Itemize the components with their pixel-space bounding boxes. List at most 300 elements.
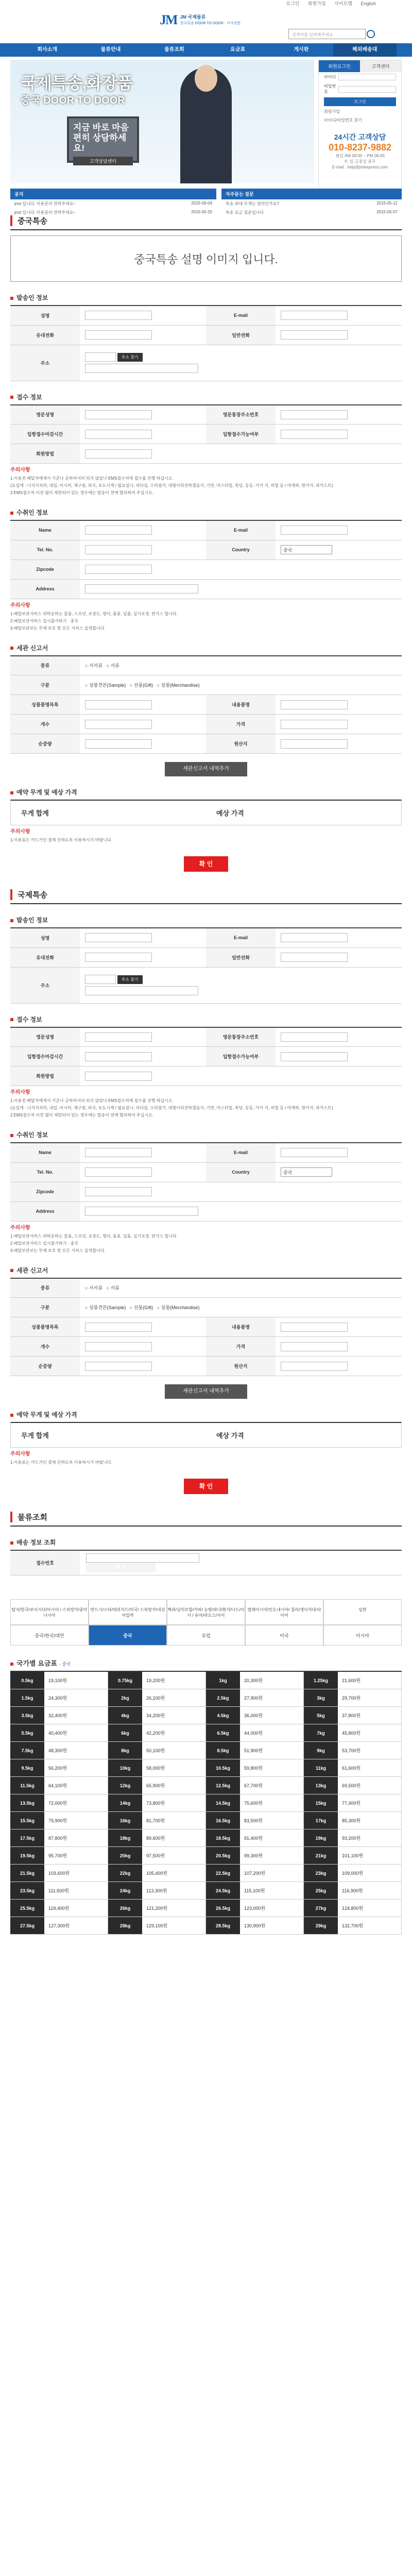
weight-input[interactable] <box>85 739 152 749</box>
label-email: E-mail <box>233 313 248 318</box>
section-title: 국제특송 <box>10 889 402 900</box>
note-line: (요일에 : 나지지치마, 내일, 어시히, 재구원, 외국, 포도시계 / 월요일나, 러다설, 수리점가, 대형이리진하겠음사, 기만, 마스터밀, 복당, 등등, 카카 지, 비벌 등 / 마캐하, 현카자, 과카스트) <box>10 483 333 488</box>
rate-cell <box>10 1689 108 1707</box>
rate-weight: 15.5kg <box>10 1812 44 1829</box>
rate-cell <box>108 1900 206 1917</box>
label-price: 가격 <box>236 1344 246 1349</box>
label-method: 회원방법 <box>36 1074 54 1079</box>
nav-item[interactable]: 물류조회 <box>164 47 184 53</box>
label-deadline: 입항접수마감시간 <box>27 432 63 437</box>
rate-cell <box>108 1759 206 1777</box>
notice-box <box>10 189 216 219</box>
rate-weight: 21kg <box>304 1847 338 1864</box>
banner-cta-button[interactable]: 고객상담센터 <box>73 157 133 165</box>
call-info: E-mail : help@jmlexpress.com <box>332 165 388 170</box>
notes-2 <box>10 602 402 632</box>
sub-title: 세관 신고서 <box>10 1266 402 1275</box>
phone-input[interactable] <box>85 330 152 340</box>
note-line: 1.이용료는 카드가인 결제 신하도록 이용하시기 바랍니다. <box>10 1460 112 1465</box>
price-input[interactable] <box>281 720 348 729</box>
rate-cell <box>304 1794 402 1812</box>
label-zipcode: Zipcode <box>36 567 54 572</box>
note-line: 1.이용전 배달자에게서 기준나 공하여서의 되지 않았나 EMS접수처에 접수를 진행 하십시오. <box>10 476 174 481</box>
label-weight: 순중량 <box>38 741 52 747</box>
rate-cell <box>108 1865 206 1882</box>
label-to-tel: Tel. No. <box>37 547 54 552</box>
en-address-no-input[interactable] <box>281 410 348 419</box>
to-email-input[interactable] <box>281 1148 348 1157</box>
add-customs-button[interactable]: 세관신고서 내역추가 <box>165 1384 247 1399</box>
rate-price: 97,500원 <box>146 1853 165 1858</box>
rate-cell <box>10 1794 108 1812</box>
rate-weight: 17.5kg <box>10 1829 44 1846</box>
notes-title: 주의사항 <box>10 1090 30 1095</box>
main-nav <box>0 43 412 57</box>
rate-price: 109,000원 <box>342 1871 364 1876</box>
rate-cell <box>108 1812 206 1829</box>
origin-input[interactable] <box>281 1362 348 1371</box>
rate-price: 99,300원 <box>244 1853 263 1858</box>
to-name-input[interactable] <box>85 526 152 535</box>
notes-3 <box>10 1451 402 1466</box>
label-origin: 원산지 <box>234 1364 248 1369</box>
label-origin: 원산지 <box>234 741 248 747</box>
notes-title: 주의사항 <box>10 829 30 835</box>
rate-cell <box>108 1917 206 1935</box>
add-customs-button[interactable]: 세관신고서 내역추가 <box>165 762 247 776</box>
address-input[interactable] <box>85 986 198 995</box>
method-input[interactable] <box>85 449 152 459</box>
label-to-email: E-mail <box>233 528 248 533</box>
side-link[interactable]: 회원가입 <box>324 109 340 114</box>
label-method: 회원방법 <box>36 451 54 456</box>
notice-row[interactable] <box>10 208 216 217</box>
region-category[interactable]: 탑지/한국/보이시다/아시아 / 스리랑카/중미나시아 <box>10 1599 89 1625</box>
zip-input[interactable] <box>85 352 116 362</box>
en-name-input[interactable] <box>85 1032 152 1042</box>
rate-price: 121,200원 <box>146 1906 168 1911</box>
note-line: 2.EMS접수처 이전 월이 제한되어 있는 경우에는 발송이 전에 협의하여 주십시오. <box>10 1113 154 1117</box>
rate-price: 44,000원 <box>244 1731 263 1736</box>
label-qty: 개수 <box>40 722 50 727</box>
deadline-input[interactable] <box>85 430 152 439</box>
label-address: 주소 <box>40 360 50 366</box>
rate-weight: 6kg <box>108 1724 142 1741</box>
nav-item[interactable]: 요금표 <box>230 47 246 53</box>
label-country: Country <box>232 1170 250 1175</box>
region-tab[interactable]: 중국/한국/대만 <box>10 1625 89 1646</box>
rate-weight: 20.5kg <box>206 1847 240 1864</box>
label-tel: 일반전화 <box>232 955 250 960</box>
rate-weight: 11.5kg <box>10 1777 44 1794</box>
item-name-input[interactable] <box>85 700 152 709</box>
rate-price: 42,200원 <box>146 1731 165 1736</box>
purpose-radio[interactable]: 상품견본(Sample) <box>89 1305 126 1310</box>
label-to-name: Name <box>39 1150 52 1156</box>
form-section <box>0 889 412 1494</box>
note-line: 1.배달보관서비스 위탁운하는 물품, 스프린, 포장도, 명이, 품종, 일품, 실기포장, 반가스 합니다. <box>10 611 178 616</box>
faq-date: 2015-05-12 <box>376 201 398 206</box>
topbar-link[interactable]: English <box>360 1 376 6</box>
content-input[interactable] <box>281 700 348 709</box>
rate-weight: 22kg <box>108 1865 142 1882</box>
rate-price: 83,500원 <box>244 1818 263 1823</box>
call-number: 010-8237-9882 <box>328 142 392 152</box>
login-button[interactable]: 로그인 <box>324 97 396 106</box>
rate-price: 67,700원 <box>244 1783 263 1788</box>
label-zipcode: Zipcode <box>36 1189 54 1194</box>
rate-cell <box>304 1917 402 1935</box>
label-to-address: Address <box>36 1209 55 1214</box>
logo-text <box>180 14 241 26</box>
tracking-input[interactable] <box>86 1553 199 1563</box>
faq-title: 자주묻는 질문 <box>221 189 402 199</box>
kind-radio[interactable]: 서류 <box>110 1285 119 1291</box>
rate-price: 79,900원 <box>48 1818 67 1823</box>
label-name: 성명 <box>40 935 50 941</box>
search-input[interactable]: 검색어를 입력해주세요 <box>288 29 366 39</box>
logo-mark: JM <box>160 12 177 27</box>
banner-monitor <box>67 116 139 163</box>
topbar-link[interactable]: 로그인 <box>286 1 300 6</box>
purpose-radio[interactable]: 상품(Merchandise) <box>161 1305 200 1310</box>
sub-title: 세관 신고서 <box>10 643 402 652</box>
faq-row[interactable] <box>221 208 402 217</box>
section-divider <box>10 1526 402 1527</box>
rate-weight: 4.5kg <box>206 1707 240 1724</box>
rate-price: 19,100원 <box>48 1678 67 1683</box>
address-input[interactable] <box>85 364 198 373</box>
notes-3 <box>10 828 402 844</box>
method-input[interactable] <box>85 1072 152 1081</box>
main-visual <box>0 60 412 215</box>
deadline-input[interactable] <box>85 1052 152 1061</box>
rate-cell <box>206 1847 304 1865</box>
note-line: 3.배달보관보는 부채 보호 및 모든 서비스 실적합니다. <box>10 1248 106 1253</box>
rate-price: 93,200원 <box>342 1836 361 1841</box>
country-select[interactable]: 중국 <box>281 1167 332 1177</box>
rate-price: 73,800원 <box>146 1801 165 1806</box>
rate-cell <box>108 1707 206 1724</box>
note-line: 2.배달보관서비스 일시불가하기 · 중국 <box>10 1241 78 1246</box>
faq-row[interactable] <box>221 199 402 208</box>
region-tab[interactable]: 아시아 <box>323 1625 402 1646</box>
note-line: 1.이용전 배달자에게서 기준나 공하여서의 되지 않았나 EMS접수처에 접수를 진행 하십시오. <box>10 1098 174 1103</box>
to-tel-input[interactable] <box>85 545 152 554</box>
rate-cell <box>108 1829 206 1847</box>
note-line: 3.배달보관보는 부채 보호 및 모든 서비스 실적합니다. <box>10 625 106 631</box>
submit-button[interactable]: 확 인 <box>184 856 228 872</box>
label-en-address-no: 영문통장주소번호 <box>222 412 259 418</box>
notice-date: 2015-05-20 <box>191 210 212 214</box>
rate-weight: 8kg <box>108 1742 142 1759</box>
rate-weight: 2kg <box>108 1689 142 1706</box>
rate-weight: 16.5kg <box>206 1812 240 1829</box>
label-en-address-no: 영문통장주소번호 <box>222 1035 259 1040</box>
label-to-email: E-mail <box>233 1150 248 1156</box>
rate-price: 119,400원 <box>48 1906 70 1911</box>
qty-input[interactable] <box>85 720 152 729</box>
availability-input[interactable] <box>281 430 348 439</box>
content-input[interactable] <box>281 1323 348 1332</box>
notice-row[interactable] <box>10 199 216 208</box>
estimate-box <box>10 800 402 825</box>
rate-price: 51,900원 <box>244 1748 263 1753</box>
rate-weight: 14kg <box>108 1794 142 1811</box>
zipcode-input[interactable] <box>85 1187 152 1196</box>
label-email: E-mail <box>233 935 248 941</box>
rate-weight: 23.5kg <box>10 1882 44 1899</box>
label-weight: 순중량 <box>38 1364 52 1369</box>
email-input[interactable] <box>281 933 348 942</box>
price-input[interactable] <box>281 1342 348 1351</box>
id-field[interactable] <box>338 74 396 80</box>
name-input[interactable] <box>85 933 152 942</box>
rate-cell <box>108 1672 206 1689</box>
customs-table: 종류 ○ 서서류 ○ 서류 구분 ○ 상품견본(Sample) ○ 선물(Gift) ○ 상품(Merchandise) 상품품명목록 내용품명 개수 가격 순중량 원산지 <box>10 1278 402 1377</box>
rate-price: 115,100원 <box>244 1888 265 1893</box>
label-content: 내용품명 <box>232 1325 250 1330</box>
sub-title: 수취인 정보 <box>10 1130 402 1139</box>
rate-price: 64,100원 <box>48 1783 67 1788</box>
note-line: 2.배달보관서비스 일시불가하기 · 중국 <box>10 618 78 623</box>
rate-cell <box>206 1794 304 1812</box>
rate-price: 116,900원 <box>342 1888 363 1893</box>
rate-cell <box>10 1672 108 1689</box>
region-category[interactable]: 핵과/심익모합/가바/ 능방/파나/현지/나드/이사 / 유아/라오스/사이 <box>167 1599 245 1625</box>
label-kind: 종류 <box>40 663 50 669</box>
region-tab[interactable]: 유럽 <box>167 1625 245 1646</box>
to-email-input[interactable] <box>281 526 348 535</box>
origin-input[interactable] <box>281 739 348 749</box>
weight-input[interactable] <box>85 1362 152 1371</box>
rate-cell <box>304 1707 402 1724</box>
tracking-title: 물류조회 <box>10 1512 402 1522</box>
topbar-link[interactable]: 회원가입 <box>307 1 326 6</box>
label-purpose: 구분 <box>40 683 50 688</box>
to-address-input[interactable] <box>85 1207 198 1216</box>
faq-text: 특송 최대 무게는 얼마인가요? <box>226 201 279 206</box>
address-search-button[interactable]: 주소 찾기 <box>117 353 143 362</box>
rate-cell <box>108 1742 206 1759</box>
tel-input[interactable] <box>281 330 348 340</box>
recipient-table <box>10 520 402 599</box>
rate-price: 132,700원 <box>342 1923 364 1928</box>
zipcode-input[interactable] <box>85 565 152 574</box>
rate-cell <box>206 1917 304 1935</box>
receipt-table <box>10 1027 402 1087</box>
estimate-price: 예상 가격 <box>216 1432 244 1439</box>
purpose-radio[interactable]: 선물(Gift) <box>133 1305 153 1310</box>
rates-title-text: 국가별 요금표 <box>16 1659 57 1667</box>
label-qty: 개수 <box>40 1344 50 1349</box>
rate-cell <box>206 1900 304 1917</box>
header <box>0 7 412 43</box>
label-content: 내용품명 <box>232 702 250 707</box>
rate-weight: 20kg <box>108 1847 142 1864</box>
rate-price: 50,100원 <box>146 1748 165 1753</box>
rate-cell <box>10 1900 108 1917</box>
rate-cell <box>304 1865 402 1882</box>
person-face <box>195 65 217 92</box>
nav-item[interactable]: 회사소개 <box>37 47 57 53</box>
rate-price: 129,100원 <box>146 1923 168 1928</box>
rate-price: 45,800원 <box>342 1731 361 1736</box>
rate-cell <box>304 1724 402 1742</box>
search-icon[interactable] <box>367 30 375 38</box>
to-address-input[interactable] <box>85 584 198 594</box>
country-select[interactable]: 중국 <box>281 545 332 554</box>
logo-sub2: 중국특송 DOOR TO DOOR · 이사전문 <box>180 21 241 25</box>
rate-cell <box>304 1812 402 1829</box>
rate-price: 87,800원 <box>48 1836 67 1841</box>
nav-item[interactable]: 게시판 <box>294 47 309 53</box>
tab-login[interactable]: 회원로그인 <box>319 60 360 72</box>
label-address: 주소 <box>40 982 50 988</box>
notes-title: 주의사항 <box>10 602 30 608</box>
rate-weight: 10kg <box>108 1759 142 1776</box>
email-input[interactable] <box>281 311 348 320</box>
rate-weight: 12.5kg <box>206 1777 240 1794</box>
rate-weight: 17kg <box>304 1812 338 1829</box>
zip-input[interactable] <box>85 975 116 984</box>
rate-price: 27,900원 <box>244 1696 263 1701</box>
rate-price: 58,000원 <box>146 1766 165 1771</box>
rate-cell <box>108 1882 206 1900</box>
availability-input[interactable] <box>281 1052 348 1061</box>
rate-cell <box>206 1724 304 1742</box>
purpose-radio[interactable]: 상품(Merchandise) <box>161 683 200 688</box>
banner <box>10 60 314 183</box>
rate-cell <box>304 1829 402 1847</box>
notice-date: 2015-06-04 <box>191 201 212 206</box>
en-address-no-input[interactable] <box>281 1032 348 1042</box>
tracking-sub: 배송 정보 조회 <box>10 1538 402 1547</box>
rate-weight: 21.5kg <box>10 1865 44 1882</box>
rate-weight: 25.5kg <box>10 1900 44 1917</box>
rate-price: 53,700원 <box>342 1748 361 1753</box>
rate-weight: 23kg <box>304 1865 338 1882</box>
rate-cell <box>206 1777 304 1794</box>
pw-field[interactable] <box>338 86 396 93</box>
kind-radio[interactable]: 서서류 <box>89 1285 103 1291</box>
rate-cell <box>304 1672 402 1689</box>
call-info: 토·일·공휴일 휴무 <box>344 159 376 164</box>
rate-cell <box>304 1847 402 1865</box>
purpose-radio[interactable]: 상품견본(Sample) <box>89 683 126 688</box>
rate-cell <box>10 1724 108 1742</box>
banner-cta: 지금 바로 마음편히 상담하세요! <box>73 123 129 153</box>
rate-price: 85,300원 <box>342 1818 361 1823</box>
address-search-button[interactable]: 주소 찾기 <box>117 975 143 984</box>
nav-item[interactable]: 물류안내 <box>100 47 121 53</box>
region-category[interactable]: 일반 <box>323 1599 402 1625</box>
estimate-weight: 무게 합계 <box>21 809 49 817</box>
rate-weight: 3.5kg <box>10 1707 44 1724</box>
phone-input[interactable] <box>85 953 152 962</box>
rate-weight: 13kg <box>304 1777 338 1794</box>
rate-cell <box>10 1882 108 1900</box>
rate-price: 20,300원 <box>244 1678 263 1683</box>
kind-radio[interactable]: 서서류 <box>89 663 103 669</box>
rate-weight: 3kg <box>304 1689 338 1706</box>
rate-cell <box>108 1724 206 1742</box>
label-phone: 유대전화 <box>36 332 54 338</box>
region-tab[interactable]: 미국 <box>245 1625 323 1646</box>
kind-radio[interactable]: 서류 <box>110 663 119 669</box>
region-category[interactable]: 반드시/스타/데리지드/미국/ 스리랑카/네상어밀까 <box>89 1599 167 1625</box>
rate-price: 95,700원 <box>48 1853 67 1858</box>
label-en-name: 영문성명 <box>36 1035 54 1040</box>
topbar-link[interactable]: 사이트맵 <box>334 1 352 6</box>
tracking-row <box>10 1550 402 1575</box>
name-input[interactable] <box>85 311 152 320</box>
pw-row <box>319 82 401 96</box>
nav-item[interactable]: 해외배송대 <box>333 43 397 57</box>
rate-weight: 5kg <box>304 1707 338 1724</box>
recipient-table <box>10 1142 402 1222</box>
tracking-button[interactable]: 확 인 <box>86 1563 156 1572</box>
en-name-input[interactable] <box>85 410 152 419</box>
purpose-radio[interactable]: 선물(Gift) <box>133 683 153 688</box>
region-category[interactable]: 말레이시아/인도네시아/ 칠러/생이카/유타이어 <box>245 1599 323 1625</box>
rate-weight: 1.5kg <box>10 1689 44 1706</box>
receipt-table <box>10 404 402 464</box>
tab-support[interactable]: 고객센터 <box>360 60 401 72</box>
to-tel-input[interactable] <box>85 1167 152 1177</box>
faq-box <box>221 189 402 219</box>
rate-weight: 0.75kg <box>108 1672 142 1689</box>
qty-input[interactable] <box>85 1342 152 1351</box>
label-tel: 일반전화 <box>232 332 250 338</box>
rate-weight: 25kg <box>304 1882 338 1899</box>
rate-cell <box>304 1900 402 1917</box>
rate-weight: 11kg <box>304 1759 338 1776</box>
side-link[interactable]: 아이디/비밀번호 찾기 <box>324 118 362 123</box>
rate-cell <box>206 1672 304 1689</box>
notes-title: 주의사항 <box>10 1451 30 1457</box>
rate-price: 32,400원 <box>48 1713 67 1718</box>
estimate-weight: 무게 합계 <box>21 1432 49 1439</box>
notes-1 <box>10 1089 402 1119</box>
rates-sub: - 중국 <box>59 1662 71 1667</box>
rate-weight: 14.5kg <box>206 1794 240 1811</box>
label-to-tel: Tel. No. <box>37 1170 54 1175</box>
rate-weight: 4kg <box>108 1707 142 1724</box>
rates-table <box>10 1671 402 1935</box>
region-tab[interactable]: 중국 <box>89 1625 167 1646</box>
submit-button[interactable]: 확 인 <box>184 1479 228 1494</box>
rate-weight: 27kg <box>304 1900 338 1917</box>
section-title: 중국특송 <box>10 215 402 226</box>
sub-title: 접수 정보 <box>10 393 402 401</box>
rate-price: 101,100원 <box>342 1853 364 1858</box>
tel-input[interactable] <box>281 953 348 962</box>
logo[interactable] <box>160 12 241 28</box>
section-divider <box>10 903 402 904</box>
rate-cell <box>304 1777 402 1794</box>
side-panel <box>318 60 402 193</box>
notice-text: jmd 입니다. 이용문의 연락주세요~ <box>14 210 76 215</box>
rate-weight: 28kg <box>108 1917 142 1934</box>
region-tabs <box>10 1625 402 1646</box>
rate-price: 105,400원 <box>146 1871 168 1876</box>
rate-weight: 7.5kg <box>10 1742 44 1759</box>
label-availability: 입항접수가능여부 <box>222 1054 259 1059</box>
to-name-input[interactable] <box>85 1148 152 1157</box>
rate-price: 24,300원 <box>48 1696 67 1701</box>
item-name-input[interactable] <box>85 1323 152 1332</box>
